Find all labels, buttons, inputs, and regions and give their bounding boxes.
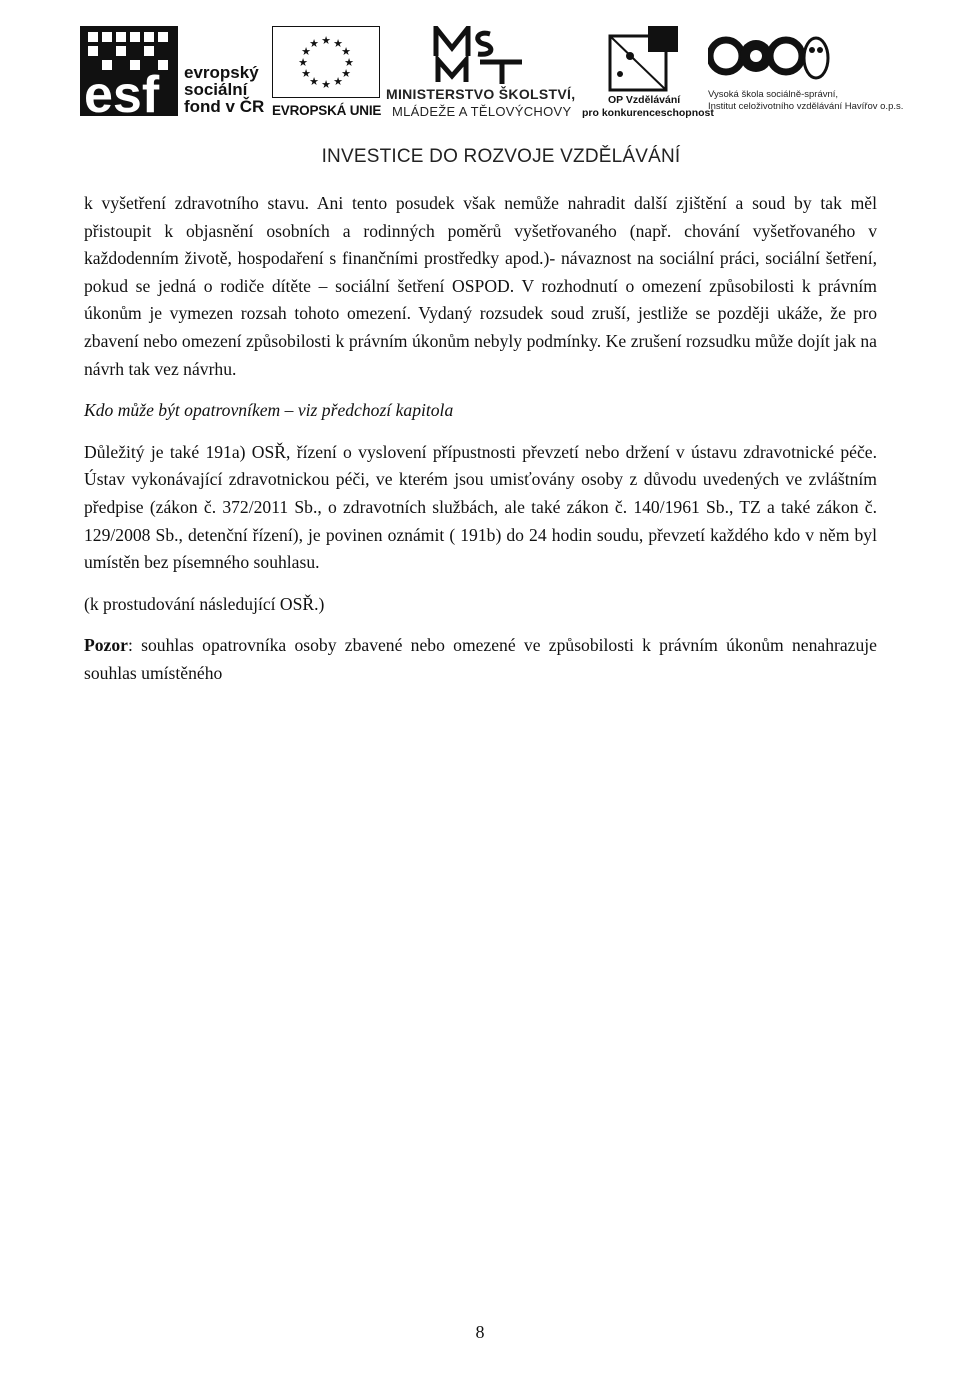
paragraph-1: k vyšetření zdravotního stavu. Ani tento posudek však nemůže nahradit další zjištění a soud by tak měl přistoupit k objasnění osobních a rodinných poměrů vyšetřovaného (např. chování vyšetřovaného v každodenním životě, hospodaření s finančními prostředky apod.)- návaznost na sociální práci, sociální šetření, pokud se jedná o rodiče dítěte – sociální šetření OSPOD. V rozhodnutí o omezení způsobilosti k právním úkonům je vymezen rozsah tohoto omezení. Vydaný rozsudek soud zruší, jestliže se později ukáže, že pro zbavení nebo omezení způsobilosti k právním úkonům nebyly podmínky. Ke zrušení rozsudku může dojít jak na návrh tak vez návrhu. [84,193,877,379]
esf-logo [80,26,266,118]
header-logo-bar [0,0,960,175]
school-line-1: Vysoká škola sociálně-správní, [708,89,839,100]
paragraph-4: (k prostudování následující OSŘ.) [84,593,325,614]
esf-line-3: fond v ČR [184,97,265,116]
eu-label: EVROPSKÁ UNIE [272,103,382,118]
document-body [84,190,877,688]
warning-text: : souhlas opatrovníka osoby zbavené nebo omezené ve způsobilosti k právním úkonům nenahrazuje souhlas umístěného [84,635,877,683]
eu-flag-icon [272,26,380,98]
msmt-line-1: MINISTERSTVO ŠKOLSTVÍ, [386,86,576,102]
svg-text:★: ★ [301,45,311,58]
svg-text:★: ★ [301,67,311,80]
school-logo [708,30,918,115]
svg-text:★: ★ [341,45,351,58]
school-logo-mark [708,30,834,82]
msmt-line-2: MLÁDEŽE A TĚLOVÝCHOVY [392,104,572,119]
svg-text:★: ★ [298,56,308,69]
svg-text:★: ★ [309,75,319,88]
investice-tagline: INVESTICE DO ROZVOJE VZDĚLÁVÁNÍ [321,146,681,167]
esf-logo-mark [80,26,178,116]
svg-text:★: ★ [321,34,331,47]
op-line-2: pro konkurenceschopnost [582,107,714,119]
svg-text:★: ★ [321,78,331,91]
paragraph-2: Kdo může být opatrovníkem – viz předchozí kapitola [84,400,454,421]
msmt-logo [386,26,576,120]
svg-text:★: ★ [333,37,343,50]
msmt-logo-mark [432,26,526,84]
op-logo-mark [608,26,680,92]
svg-text:esf: esf [84,66,160,116]
school-line-2: Institut celoživotního vzdělávání Havířov o.p.s. [708,101,904,112]
svg-text:★: ★ [309,37,319,50]
page-number: 8 [475,1322,485,1342]
esf-logo-text [184,64,264,115]
paragraph-3: Důležitý je také 191a) OSŘ, řízení o vyslovení přípustnosti převzetí nebo držení v ústavu zdravotnické péče. Ústav vykonávající zdravotnickou péči, ve kterém jsou umisťovány osoby z důvodu uvedených ve zvláštním předpise (zákon č. 372/2011 Sb., o zdravotních službách, ale také zákon č. 140/1961 Sb., TZ a také zákon č. 129/2008 Sb., detenční řízení), je povinen oznámit ( 191b) do 24 hodin soudu, převzetí každého kdo v něm byl umístěn bez písemného souhlasu. [84,441,877,573]
esf-line-1: evropský [184,63,259,82]
paragraph-5 [84,632,877,687]
svg-text:★: ★ [333,75,343,88]
svg-text:★: ★ [341,67,351,80]
op-logo [582,26,714,120]
warning-label: Pozor [84,635,128,656]
esf-line-2: sociální [184,80,248,99]
svg-text:★: ★ [344,56,354,69]
op-line-1: OP Vzdělávání [608,94,681,106]
eu-logo [272,26,380,116]
